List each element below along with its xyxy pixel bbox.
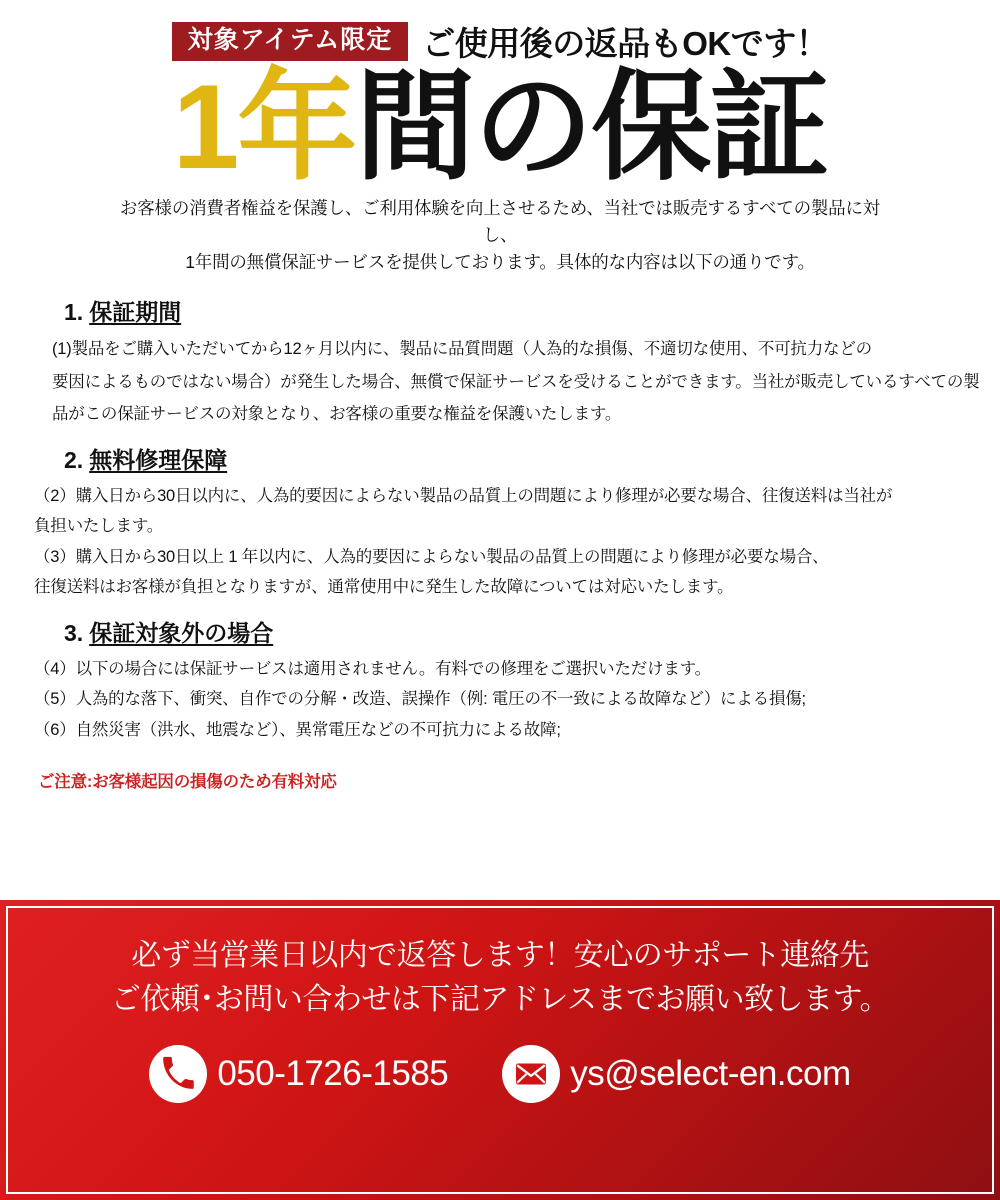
section-2-paragraph-2: 負担いたします。 bbox=[34, 517, 164, 536]
email-contact[interactable] bbox=[502, 1045, 850, 1103]
section-heading-2 bbox=[64, 442, 976, 475]
section-3-paragraph-3: （6）自然災害（洪水、地震など）、異常電圧などの不可抗力による故障; bbox=[34, 720, 561, 739]
section-2-paragraph-3: （3）購入日から30日以上 1 年以内に、人為的要因によらない製品の品質上の問題により修理が必要な場合、 bbox=[34, 547, 829, 566]
return-ok-note: ご使用後の返品もOKです！ bbox=[422, 25, 829, 62]
section-3-paragraph-2: （5）人為的な落下、衝突、自作での分解・改造、誤操作（例: 電圧の不一致による故障など）による損傷; bbox=[34, 690, 806, 709]
headline-rest: 間の保証 bbox=[355, 60, 828, 194]
section-title-1: 保証期間 bbox=[89, 299, 182, 326]
support-footer bbox=[0, 900, 1000, 1200]
section-3-paragraph-1: （4）以下の場合には保証サービスは適用されません。有料での修理をご選択いただけます。 bbox=[34, 659, 711, 678]
badge-row bbox=[0, 18, 1000, 65]
section-1-paragraph-3: 品がこの保証サービスの対象となり、お客様の重要な権益を保護いたします。 bbox=[52, 404, 622, 423]
section-number-2: 2. bbox=[64, 446, 84, 473]
support-footer-inner bbox=[6, 906, 994, 1194]
section-2-paragraph-4: 往復送料はお客様が負担となりますが、通常使用中に発生した故障については対応いたします。 bbox=[34, 578, 734, 597]
section-2-paragraph-1: （2）購入日から30日以内に、人為的要因によらない製品の品質上の問題により修理が必要な場合、往復送料は当社が bbox=[34, 486, 893, 505]
warranty-content bbox=[0, 276, 1000, 791]
lead-line-2: 1年間の無償保証サービスを提供しております。具体的な内容は以下の通りです。 bbox=[185, 252, 815, 273]
email-address: ys@select-en.com bbox=[570, 1054, 851, 1093]
contact-row bbox=[149, 1045, 850, 1103]
phone-number: 050-1726-1585 bbox=[217, 1054, 449, 1093]
section-number-3: 3. bbox=[64, 619, 84, 646]
section-title-2: 無料修理保障 bbox=[89, 446, 228, 473]
headline-year: 1年 bbox=[172, 60, 356, 194]
section-number-1: 1. bbox=[64, 299, 84, 326]
section-heading-1 bbox=[64, 294, 976, 327]
section-1-paragraph-2: 要因によるものではない場合）が発生した場合、無償で保証サービスを受けることができます。当社が販売しているすべての製 bbox=[52, 372, 980, 391]
page-header bbox=[0, 0, 1000, 276]
lead-line-1: お客様の消費者権益を保護し、ご利用体験を向上させるため、当社では販売するすべての製品に対し、 bbox=[119, 198, 881, 246]
section-title-3: 保証対象外の場合 bbox=[89, 619, 274, 646]
page-title bbox=[0, 60, 1000, 194]
envelope-icon bbox=[502, 1045, 560, 1103]
phone-icon bbox=[149, 1045, 207, 1103]
phone-contact[interactable] bbox=[149, 1045, 448, 1103]
section-heading-3 bbox=[64, 615, 976, 648]
support-line-2: ご依頼･お問い合わせは下記アドレスまでお願い致します。 bbox=[110, 982, 890, 1016]
section-1-paragraph-1: (1)製品をご購入いただいてから12ヶ月以内に、製品に品質問題（人為的な損傷、不適切な使用、不可抗力などの bbox=[52, 340, 872, 359]
lead-paragraph bbox=[0, 195, 1000, 276]
support-line-1: 必ず当営業日以内で返答します！安心のサポート連絡先 bbox=[131, 939, 869, 972]
paid-repair-notice: ご注意:お客様起因の損傷のため有料対応 bbox=[38, 772, 337, 791]
limited-items-badge: 対象アイテム限定 bbox=[172, 22, 409, 61]
